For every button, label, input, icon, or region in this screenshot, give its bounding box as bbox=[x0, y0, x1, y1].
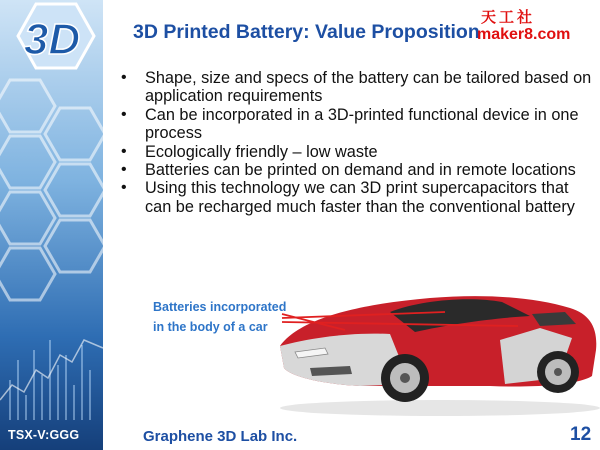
company-name: Graphene 3D Lab Inc. bbox=[143, 428, 298, 445]
car-illustration bbox=[240, 268, 600, 418]
bullet-item: • Batteries can be printed on demand and in remote locations bbox=[118, 161, 593, 179]
bullet-item: • Shape, size and specs of the battery can be tailored based on application requirements bbox=[118, 69, 593, 106]
bullet-item: • Can be incorporated in a 3D-printed functional device in one process bbox=[118, 106, 593, 143]
bullet-list bbox=[118, 69, 593, 216]
bullet-item: • Ecologically friendly – low waste bbox=[118, 143, 593, 161]
logo-text: 3D bbox=[23, 15, 81, 64]
ticker-symbol: TSX-V:GGG bbox=[8, 428, 80, 442]
3d-logo bbox=[6, 2, 96, 72]
watermark bbox=[477, 6, 595, 48]
watermark-url: maker8.com bbox=[477, 26, 571, 43]
slide-title: 3D Printed Battery: Value Proposition bbox=[133, 21, 480, 43]
left-sidebar bbox=[0, 0, 103, 450]
page-number: 12 bbox=[570, 424, 592, 445]
bullet-item: • Using this technology we can 3D print supercapacitors that can be recharged much faster than the conventional battery bbox=[118, 179, 593, 216]
watermark-chinese: 天工社 bbox=[481, 8, 536, 26]
callout-label: Batteries incorporated in the body of a car bbox=[153, 300, 287, 334]
